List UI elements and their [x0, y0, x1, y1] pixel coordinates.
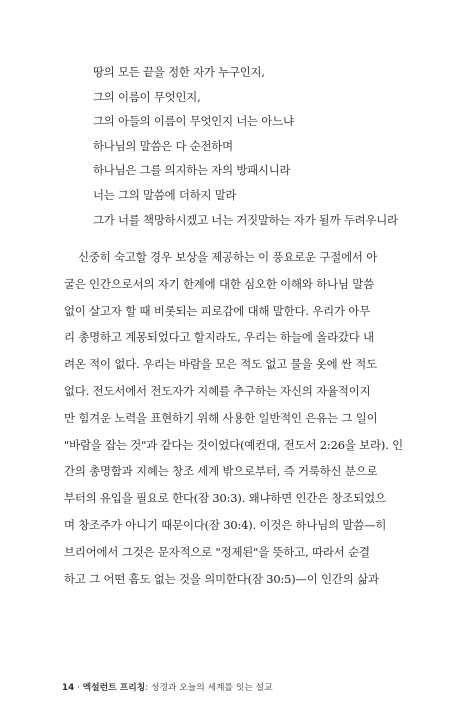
body-line: 브리어에서 그것은 문자적으로 "정제된"을 뜻하고, 따라서 순결	[64, 544, 370, 559]
body-line: 없이 살고자 할 때 비롯되는 피로감에 대해 말한다. 우리가 아무	[64, 303, 371, 318]
footer-separator: ·	[74, 683, 83, 693]
body-line: 리 총명하고 계몽되었다고 할지라도, 우리는 하늘에 올라갔다 내	[64, 330, 374, 345]
poem-block	[93, 60, 453, 232]
page-footer	[62, 680, 273, 693]
body-line: 만 힘겨운 노력을 표현하기 위해 사용한 일반적인 은유는 그 일이	[64, 410, 378, 425]
poem-line: 그의 아들의 이름이 무엇인지 너는 아느냐	[93, 114, 294, 129]
body-line: 신중히 숙고할 경우 보상을 제공하는 이 풍요로운 구절에서 아	[78, 250, 378, 264]
body-line: 려온 적이 없다. 우리는 바람을 모은 적도 없고 물을 옷에 싼 적도	[64, 357, 377, 372]
poem-line: 하나님은 그를 의지하는 자의 방패시니라	[93, 163, 291, 178]
poem-line: 하나님의 말씀은 다 순전하며	[93, 138, 233, 153]
book-title: 엑설런트 프리칭	[82, 683, 146, 693]
poem-line: 그의 이름이 무엇인지,	[93, 89, 201, 104]
book-subtitle: : 성경과 오늘의 세계를 잇는 설교	[145, 683, 273, 693]
body-line: 하고 그 어떤 흠도 없는 것을 의미한다(잠 30:5)—이 인간의 삶과	[64, 571, 379, 586]
body-line: 며 창조주가 아니기 때문이다(잠 30:4). 이것은 하나님의 말씀—히	[64, 517, 387, 532]
poem-line: 너는 그의 말씀에 더하지 말라	[93, 187, 237, 202]
body-paragraph	[64, 244, 406, 592]
body-line: 간의 총명함과 지혜는 창조 세계 밖으로부터, 즉 거룩하신 분으로	[64, 464, 378, 479]
poem-line: 땅의 모든 끝을 정한 자가 누구인지,	[93, 65, 265, 79]
poem-line: 그가 너를 책망하시겠고 너는 거짓말하는 자가 될까 두려우니라	[93, 212, 398, 227]
page-number: 14	[62, 683, 75, 693]
body-line: 없다. 전도서에서 전도자가 지혜를 추구하는 자신의 자율적이지	[64, 383, 371, 398]
body-line: 굴은 인간으로서의 자기 한계에 대한 심오한 이해와 하나님 말씀	[64, 276, 374, 291]
body-line: "바람을 잡는 것"과 같다는 것이었다(예컨대, 전도서 2:26을 보라). 인	[64, 437, 403, 452]
body-line: 부터의 유입을 필요로 한다(잠 30:3). 왜냐하면 인간은 창조되었으	[64, 491, 386, 506]
